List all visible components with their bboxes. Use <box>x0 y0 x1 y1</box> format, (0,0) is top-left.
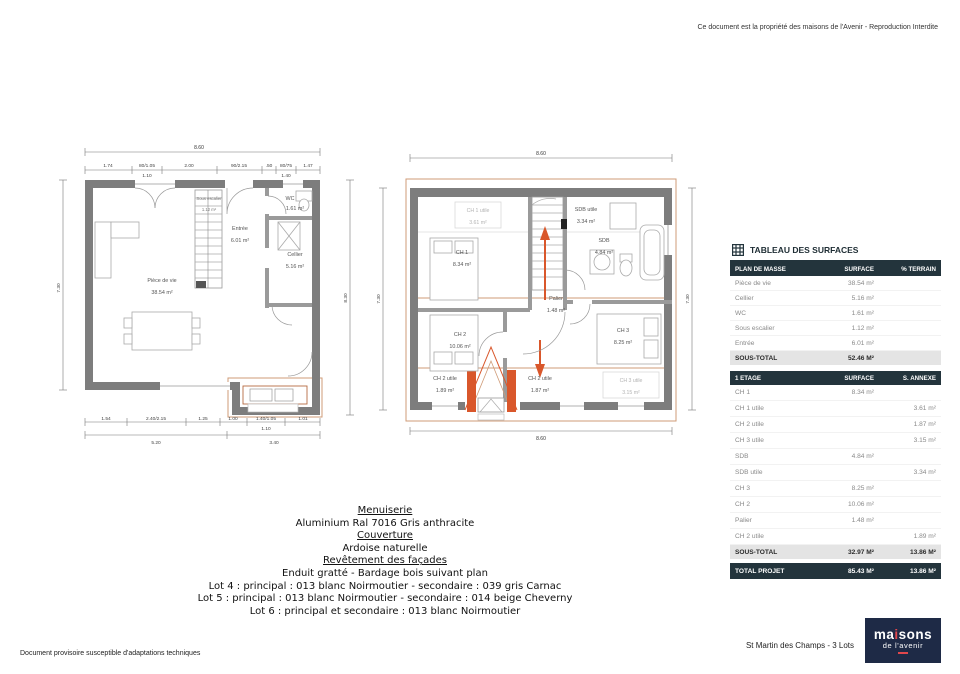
svg-text:8.34 m²: 8.34 m² <box>452 262 472 268</box>
svg-text:7.30: 7.30 <box>377 294 382 304</box>
svg-text:1.61 m²: 1.61 m² <box>285 206 305 212</box>
svg-text:1.54: 1.54 <box>101 417 111 422</box>
logo-accent-i: i <box>894 626 899 642</box>
svg-text:80/75: 80/75 <box>279 164 293 169</box>
svg-text:8.30: 8.30 <box>344 293 349 303</box>
ground-floor-plan <box>56 145 354 446</box>
svg-text:WC: WC <box>285 196 295 202</box>
table-header-rdc: PLAN DE MASSE SURFACE % TERRAIN <box>730 262 941 276</box>
svg-text:Entrée: Entrée <box>232 226 248 232</box>
svg-text:3.34 m²: 3.34 m² <box>576 219 596 225</box>
table-row: Sous escalier 1.12 m² <box>730 321 941 336</box>
note-line: Enduit gratté - Bardage bois suivant plan <box>282 567 488 579</box>
svg-text:.50: .50 <box>265 164 273 169</box>
note-heading-facades: Revêtement des façades <box>323 555 447 567</box>
table-row: CH 1 8.34 m² <box>730 385 941 401</box>
svg-text:CH 2 utile: CH 2 utile <box>528 376 552 382</box>
table-row: Entrée 6.01 m² <box>730 336 941 351</box>
svg-text:2.40/2.15: 2.40/2.15 <box>145 417 167 422</box>
svg-text:8.60: 8.60 <box>194 145 204 151</box>
svg-text:5.16 m²: 5.16 m² <box>285 264 305 270</box>
svg-text:8.60: 8.60 <box>536 151 546 157</box>
svg-text:2.00: 2.00 <box>184 164 194 169</box>
svg-text:3.15 m²: 3.15 m² <box>622 390 640 396</box>
svg-text:1.89 m²: 1.89 m² <box>435 388 455 394</box>
note-heading-couverture: Couverture <box>357 530 413 542</box>
svg-text:1.10: 1.10 <box>261 427 271 432</box>
svg-text:6.01 m²: 6.01 m² <box>230 238 250 244</box>
svg-text:1.10: 1.10 <box>142 174 152 179</box>
logo-subtitle: de l'avenir <box>882 640 924 650</box>
table-row: CH 1 utile 3.61 m² <box>730 401 941 417</box>
footer-project-name: St Martin des Champs - 3 Lots <box>745 641 854 650</box>
svg-text:8.60: 8.60 <box>536 436 546 442</box>
svg-text:1.40/1.05: 1.40/1.05 <box>255 417 277 422</box>
table-row: CH 3 utile 3.15 m² <box>730 433 941 449</box>
logo-accent-mark <box>898 652 908 654</box>
svg-text:3.61 m²: 3.61 m² <box>469 220 487 226</box>
svg-text:4.84 m²: 4.84 m² <box>594 250 614 256</box>
svg-text:CH 2: CH 2 <box>453 332 467 338</box>
surfaces-table-title: TABLEAU DES SURFACES <box>750 245 859 255</box>
svg-text:CH 2 utile: CH 2 utile <box>433 376 457 382</box>
svg-text:8.25 m²: 8.25 m² <box>613 340 633 346</box>
footer-disclaimer: Document provisoire susceptible d'adaptations techniques <box>20 650 201 657</box>
svg-text:38.54 m²: 38.54 m² <box>151 290 173 296</box>
table-total-projet: TOTAL PROJET 85.43 M² 13.86 M² <box>730 563 941 579</box>
svg-text:CH 3: CH 3 <box>616 328 630 334</box>
svg-text:10.06 m²: 10.06 m² <box>449 344 471 350</box>
svg-text:5.20: 5.20 <box>151 441 161 446</box>
copyright-notice: Ce document est la propriété des maisons de l'Avenir - Reproduction Interdite <box>697 24 938 31</box>
svg-text:CH 3 utile: CH 3 utile <box>619 378 643 384</box>
svg-text:7.30: 7.30 <box>686 294 691 304</box>
table-row: SDB utile 3.34 m² <box>730 465 941 481</box>
svg-text:1.87 m²: 1.87 m² <box>530 388 550 394</box>
table-row: WC 1.61 m² <box>730 306 941 321</box>
first-floor-plan <box>376 151 696 442</box>
svg-text:1.40: 1.40 <box>281 174 291 179</box>
svg-text:CH 1 utile: CH 1 utile <box>466 208 490 214</box>
floor-stairs <box>532 197 567 290</box>
table-row: CH 2 10.06 m² <box>730 497 941 513</box>
table-subtotal-etage: SOUS-TOTAL 32.97 M² 13.86 M² <box>730 545 941 559</box>
svg-text:Cellier: Cellier <box>287 252 303 258</box>
maisons-avenir-logo <box>865 618 941 663</box>
table-grid-icon <box>732 244 744 256</box>
svg-text:1.01: 1.01 <box>298 417 308 422</box>
table-row: Pièce de vie 38.54 m² <box>730 276 941 291</box>
svg-text:1.74: 1.74 <box>103 164 113 169</box>
svg-text:SDB utile: SDB utile <box>574 207 598 213</box>
note-heading-menuiserie: Menuiserie <box>357 505 413 516</box>
svg-text:1.48 m²: 1.48 m² <box>546 308 566 314</box>
ground-stairs <box>195 190 222 288</box>
table-row: CH 3 8.25 m² <box>730 481 941 497</box>
ground-dim-lines-top <box>85 148 320 174</box>
surfaces-table-title-bar <box>730 241 941 262</box>
logo-wordmark: maisons <box>873 626 933 642</box>
table-row: SDB 4.84 m² <box>730 449 941 465</box>
svg-text:1.47: 1.47 <box>303 164 313 169</box>
svg-text:CH 1: CH 1 <box>455 250 469 256</box>
table-row: CH 2 utile 1.87 m² <box>730 417 941 433</box>
svg-text:1.00: 1.00 <box>228 417 238 422</box>
materials-notes <box>0 505 770 618</box>
table-row: CH 2 utile 1.89 m² <box>730 529 941 545</box>
table-subtotal-rdc: SOUS-TOTAL 52.46 M² <box>730 351 941 365</box>
svg-text:SDB: SDB <box>598 238 610 244</box>
svg-text:Pièce de vie: Pièce de vie <box>147 278 177 284</box>
svg-text:1.25: 1.25 <box>198 417 208 422</box>
note-line: Aluminium Ral 7016 Gris anthracite <box>295 517 475 529</box>
svg-text:Palier: Palier <box>549 296 563 302</box>
note-line-lot4: Lot 4 : principal : 013 blanc Noirmoutier - secondaire : 039 gris Carnac <box>208 580 562 592</box>
table-row: Palier 1.48 m² <box>730 513 941 529</box>
table-row: Cellier 5.16 m² <box>730 291 941 306</box>
note-line: Ardoise naturelle <box>342 542 428 554</box>
note-line-lot5: Lot 5 : principal : 013 blanc Noirmoutier - secondaire : 014 beige Cheverny <box>197 593 573 605</box>
table-header-etage: 1 ETAGE SURFACE S. ANNEXE <box>730 371 941 385</box>
ground-kitchen <box>243 386 307 412</box>
svg-text:90/2.15: 90/2.15 <box>230 164 248 169</box>
note-line-lot6: Lot 6 : principal et secondaire : 013 blanc Noirmoutier <box>249 605 521 617</box>
svg-text:Sous escalier: Sous escalier <box>196 196 222 201</box>
svg-text:7.30: 7.30 <box>57 283 62 293</box>
svg-text:1.12 m²: 1.12 m² <box>201 207 217 212</box>
svg-text:3.40: 3.40 <box>269 441 279 446</box>
svg-text:80/1.05: 80/1.05 <box>138 164 156 169</box>
